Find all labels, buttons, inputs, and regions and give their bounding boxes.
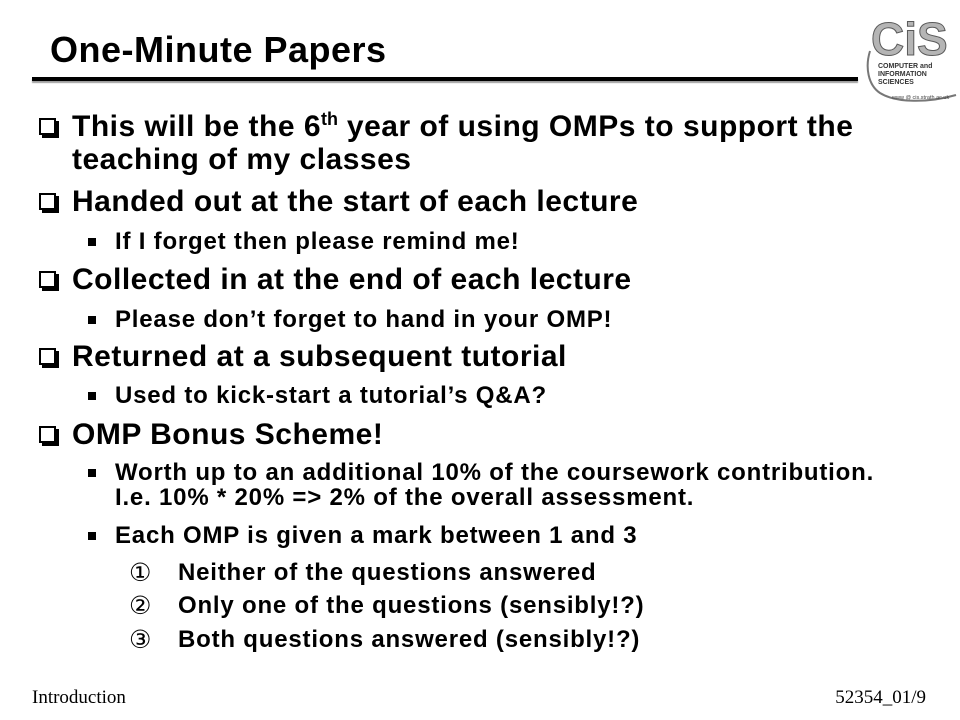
bullet-5-text: OMP Bonus Scheme! <box>72 418 384 451</box>
mark-option-1-text: Neither of the questions answered <box>178 559 597 586</box>
bullet-1-text-end: year of using OMPs to support the <box>346 110 854 143</box>
circled-number-1-icon: ① <box>129 558 152 587</box>
logo-web-address: www @ cis.strath.ac.uk <box>892 95 950 101</box>
bullet-1-line-1 <box>72 110 853 144</box>
footer-slide-number: 52354_01/9 <box>835 687 926 708</box>
logo-letters: CiS <box>871 13 948 65</box>
hollow-square-bullet-icon <box>39 193 56 210</box>
bullet-4-text: Returned at a subsequent tutorial <box>72 340 567 373</box>
mark-option-3-text: Both questions answered (sensibly!?) <box>178 626 641 653</box>
bullet-1-text-start: This will be the 6 <box>72 110 322 143</box>
hollow-square-bullet-icon <box>39 348 56 365</box>
bullet-5-sub-2-text: Each OMP is given a mark between 1 and 3 <box>115 522 638 549</box>
filled-square-bullet-icon <box>88 532 96 540</box>
logo-line-information: INFORMATION <box>878 71 927 78</box>
bullet-2-sub-1-text: If I forget then please remind me! <box>115 228 520 255</box>
hollow-square-bullet-icon <box>39 118 56 135</box>
ordinal-superscript: th <box>321 109 339 129</box>
logo-line-computer: COMPUTER and <box>878 63 933 70</box>
slide-title: One-Minute Papers <box>50 29 387 70</box>
bullet-5-sub-1-line-1: Worth up to an additional 10% of the coursework contribution. <box>115 459 875 486</box>
bullet-5-sub-1-line-2: I.e. 10% * 20% => 2% of the overall assessment. <box>115 484 695 511</box>
filled-square-bullet-icon <box>88 469 96 477</box>
circled-number-3-icon: ③ <box>129 625 152 654</box>
mark-option-2-text: Only one of the questions (sensibly!?) <box>178 592 645 619</box>
bullet-2-text: Handed out at the start of each lecture <box>72 185 639 218</box>
bullet-3-text: Collected in at the end of each lecture <box>72 263 632 296</box>
filled-square-bullet-icon <box>88 316 96 324</box>
footer-section-label: Introduction <box>32 687 126 708</box>
filled-square-bullet-icon <box>88 392 96 400</box>
circled-number-2-icon: ② <box>129 591 152 620</box>
bullet-1-line-2: teaching of my classes <box>72 143 412 176</box>
bullet-4-sub-1-text: Used to kick-start a tutorial’s Q&A? <box>115 382 547 409</box>
title-underline <box>32 77 858 81</box>
logo-line-sciences: SCIENCES <box>878 79 914 86</box>
cis-logo <box>862 5 958 109</box>
bullet-3-sub-1-text: Please don’t forget to hand in your OMP! <box>115 306 613 333</box>
filled-square-bullet-icon <box>88 238 96 246</box>
hollow-square-bullet-icon <box>39 271 56 288</box>
hollow-square-bullet-icon <box>39 426 56 443</box>
